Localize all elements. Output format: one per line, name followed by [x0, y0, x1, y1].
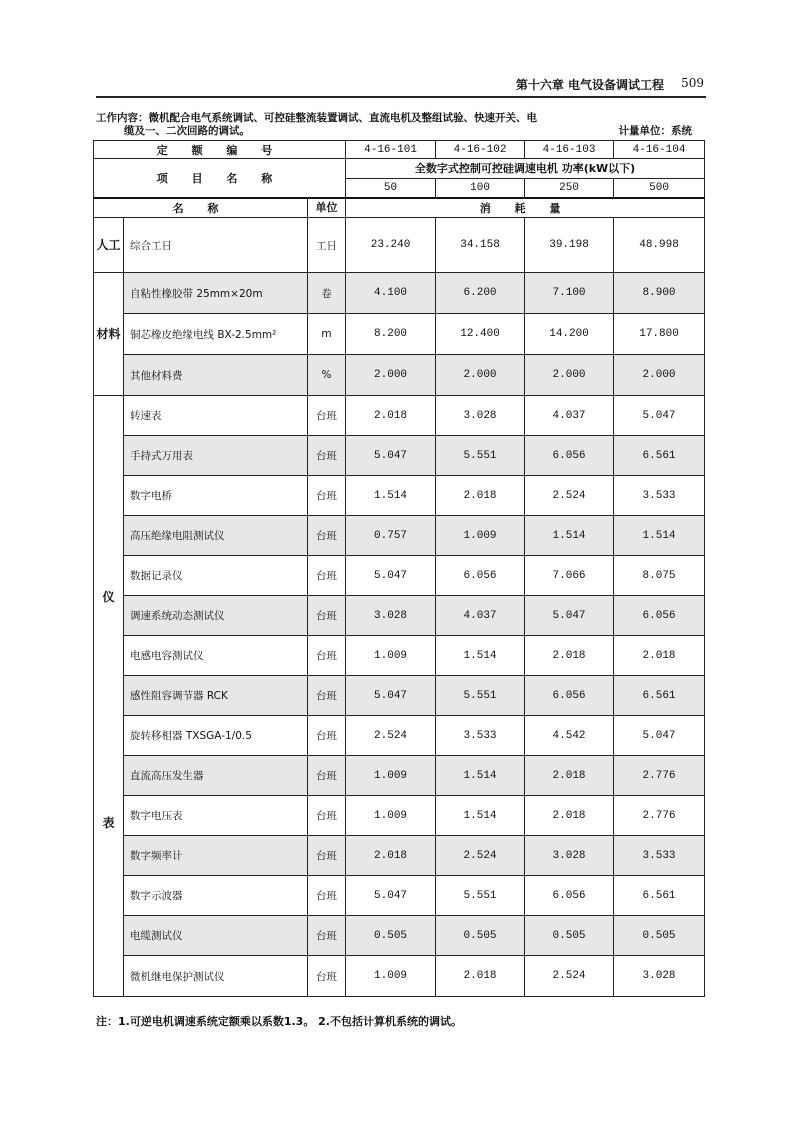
code-cell: 4-16-104 [614, 141, 705, 159]
quota-code-label: 定 额 编 号 [94, 141, 346, 159]
row-unit: 台班 [308, 516, 346, 556]
row-value: 1.514 [525, 516, 614, 556]
table-row [94, 355, 705, 396]
code-row [94, 141, 705, 159]
table-row [94, 273, 705, 314]
row-unit: 台班 [308, 716, 346, 756]
row-value: 6.056 [525, 436, 614, 476]
row-name: 旋转移相器 TXSGA-1/0.5 [124, 716, 308, 756]
row-name: 高压绝缘电阻测试仪 [124, 516, 308, 556]
row-value: 4.100 [346, 273, 436, 314]
row-value: 5.047 [346, 556, 436, 596]
row-value: 2.000 [525, 355, 614, 396]
row-value: 4.037 [436, 596, 525, 636]
row-name: 数据记录仪 [124, 556, 308, 596]
row-unit: 台班 [308, 876, 346, 916]
row-value: 3.028 [614, 956, 705, 997]
row-value: 12.400 [436, 314, 525, 355]
row-value: 5.551 [436, 676, 525, 716]
row-unit: 工日 [308, 218, 346, 273]
table-row [94, 556, 705, 596]
work-content-line-2: 缆及一、二次回路的调试。 [124, 125, 250, 137]
table-row [94, 636, 705, 676]
row-value: 2.524 [436, 836, 525, 876]
table-row [94, 956, 705, 997]
row-name: 数字频率计 [124, 836, 308, 876]
table-row [94, 676, 705, 716]
row-name: 综合工日 [124, 218, 308, 273]
row-name: 其他材料费 [124, 355, 308, 396]
row-value: 1.514 [436, 796, 525, 836]
row-value: 2.000 [614, 355, 705, 396]
row-value: 5.047 [346, 876, 436, 916]
work-content-line-1: 工作内容：微机配合电气系统调试、可控硅整流装置调试、直流电机及整组试验、快速开关、电 [96, 112, 537, 124]
table-row [94, 876, 705, 916]
row-value: 6.561 [614, 676, 705, 716]
row-value: 17.800 [614, 314, 705, 355]
row-value: 4.542 [525, 716, 614, 756]
row-value: 1.009 [346, 956, 436, 997]
page-header [96, 70, 706, 98]
row-value: 3.028 [346, 596, 436, 636]
power-cell: 50 [346, 179, 436, 198]
group-title-row [94, 159, 705, 179]
row-name: 数字电桥 [124, 476, 308, 516]
row-value: 3.533 [614, 836, 705, 876]
table-row [94, 476, 705, 516]
row-value: 1.514 [346, 476, 436, 516]
row-name: 调速系统动态测试仪 [124, 596, 308, 636]
measurement-unit: 计量单位：系统 [618, 125, 692, 137]
group-title: 全数字式控制可控硅调速电机 功率(kW以下) [346, 159, 705, 179]
power-cell: 500 [614, 179, 705, 198]
row-value: 8.075 [614, 556, 705, 596]
row-name: 转速表 [124, 396, 308, 436]
row-unit: 台班 [308, 396, 346, 436]
row-value: 5.551 [436, 436, 525, 476]
row-unit: 台班 [308, 556, 346, 596]
row-value: 7.100 [525, 273, 614, 314]
row-name: 铜芯橡皮绝缘电线 BX-2.5mm² [124, 314, 308, 355]
row-value: 6.056 [525, 676, 614, 716]
row-value: 3.028 [525, 836, 614, 876]
row-value: 3.533 [614, 476, 705, 516]
row-value: 2.776 [614, 756, 705, 796]
row-value: 6.056 [614, 596, 705, 636]
row-value: 5.047 [525, 596, 614, 636]
row-unit: m [308, 314, 346, 355]
row-value: 6.056 [436, 556, 525, 596]
row-value: 6.056 [525, 876, 614, 916]
column-name-header: 名 称 [94, 198, 308, 218]
row-value: 1.009 [346, 796, 436, 836]
row-value: 2.000 [436, 355, 525, 396]
category-instruments-bottom: 表 [102, 816, 115, 830]
row-unit: 台班 [308, 676, 346, 716]
power-cell: 100 [436, 179, 525, 198]
row-unit: 台班 [308, 956, 346, 997]
row-value: 5.047 [614, 716, 705, 756]
row-name: 数字电压表 [124, 796, 308, 836]
row-value: 2.018 [525, 756, 614, 796]
row-value: 5.047 [346, 676, 436, 716]
row-unit: 卷 [308, 273, 346, 314]
row-value: 8.900 [614, 273, 705, 314]
chapter-title: 第十六章 电气设备调试工程 [515, 78, 664, 92]
row-value: 6.200 [436, 273, 525, 314]
quota-table [93, 140, 705, 997]
row-value: 2.018 [525, 636, 614, 676]
column-consume-header: 消 耗 量 [346, 198, 705, 218]
row-unit: 台班 [308, 836, 346, 876]
row-value: 2.018 [436, 956, 525, 997]
row-value: 0.505 [436, 916, 525, 956]
row-value: 5.047 [614, 396, 705, 436]
row-unit: 台班 [308, 596, 346, 636]
row-value: 2.018 [614, 636, 705, 676]
row-value: 2.018 [525, 796, 614, 836]
table-row [94, 314, 705, 355]
row-value: 2.524 [525, 956, 614, 997]
row-value: 5.047 [346, 436, 436, 476]
row-value: 2.776 [614, 796, 705, 836]
row-value: 1.009 [346, 636, 436, 676]
category-instruments [94, 396, 124, 997]
row-value: 6.561 [614, 876, 705, 916]
column-unit-header: 单位 [308, 198, 346, 218]
row-name: 直流高压发生器 [124, 756, 308, 796]
row-value: 2.000 [346, 355, 436, 396]
power-cell: 250 [525, 179, 614, 198]
row-value: 1.009 [436, 516, 525, 556]
category-labor: 人工 [94, 218, 124, 273]
table-row [94, 836, 705, 876]
row-value: 23.240 [346, 218, 436, 273]
row-unit: 台班 [308, 436, 346, 476]
row-name: 感性阻容调节器 RCK [124, 676, 308, 716]
table-row [94, 396, 705, 436]
table-row [94, 516, 705, 556]
row-value: 6.561 [614, 436, 705, 476]
row-name: 手持式万用表 [124, 436, 308, 476]
code-cell: 4-16-103 [525, 141, 614, 159]
row-value: 2.018 [346, 396, 436, 436]
row-unit: 台班 [308, 796, 346, 836]
row-unit: % [308, 355, 346, 396]
row-value: 2.524 [346, 716, 436, 756]
category-materials: 材料 [94, 273, 124, 396]
row-value: 14.200 [525, 314, 614, 355]
row-value: 1.009 [346, 756, 436, 796]
row-name: 自粘性橡胶带 25mm×20m [124, 273, 308, 314]
footnote: 注：1.可逆电机调速系统定额乘以系数1.3。 2.不包括计算机系统的调试。 [96, 1015, 462, 1028]
row-value: 0.505 [346, 916, 436, 956]
category-instruments-top: 仪 [102, 590, 115, 604]
table-row [94, 218, 705, 273]
row-value: 1.514 [436, 756, 525, 796]
row-value: 0.505 [525, 916, 614, 956]
row-name: 微机继电保护测试仪 [124, 956, 308, 997]
table-row [94, 596, 705, 636]
table-row [94, 716, 705, 756]
row-value: 7.066 [525, 556, 614, 596]
row-value: 2.018 [436, 476, 525, 516]
row-value: 0.757 [346, 516, 436, 556]
row-value: 1.514 [436, 636, 525, 676]
work-content [96, 112, 708, 138]
row-name: 数字示波器 [124, 876, 308, 916]
row-value: 3.533 [436, 716, 525, 756]
row-unit: 台班 [308, 476, 346, 516]
table-row [94, 756, 705, 796]
row-value: 2.524 [525, 476, 614, 516]
row-value: 48.998 [614, 218, 705, 273]
item-name-label: 项 目 名 称 [94, 159, 346, 198]
row-value: 8.200 [346, 314, 436, 355]
row-value: 4.037 [525, 396, 614, 436]
row-value: 34.158 [436, 218, 525, 273]
table-row [94, 796, 705, 836]
row-value: 2.018 [346, 836, 436, 876]
row-value: 0.505 [614, 916, 705, 956]
page-number: 509 [681, 76, 704, 90]
row-value: 39.198 [525, 218, 614, 273]
row-value: 5.551 [436, 876, 525, 916]
table-row [94, 916, 705, 956]
code-cell: 4-16-101 [346, 141, 436, 159]
code-cell: 4-16-102 [436, 141, 525, 159]
column-header-row [94, 198, 705, 218]
row-name: 电感电容测试仪 [124, 636, 308, 676]
row-unit: 台班 [308, 636, 346, 676]
row-value: 3.028 [436, 396, 525, 436]
row-name: 电缆测试仪 [124, 916, 308, 956]
row-value: 1.514 [614, 516, 705, 556]
row-unit: 台班 [308, 916, 346, 956]
table-row [94, 436, 705, 476]
row-unit: 台班 [308, 756, 346, 796]
